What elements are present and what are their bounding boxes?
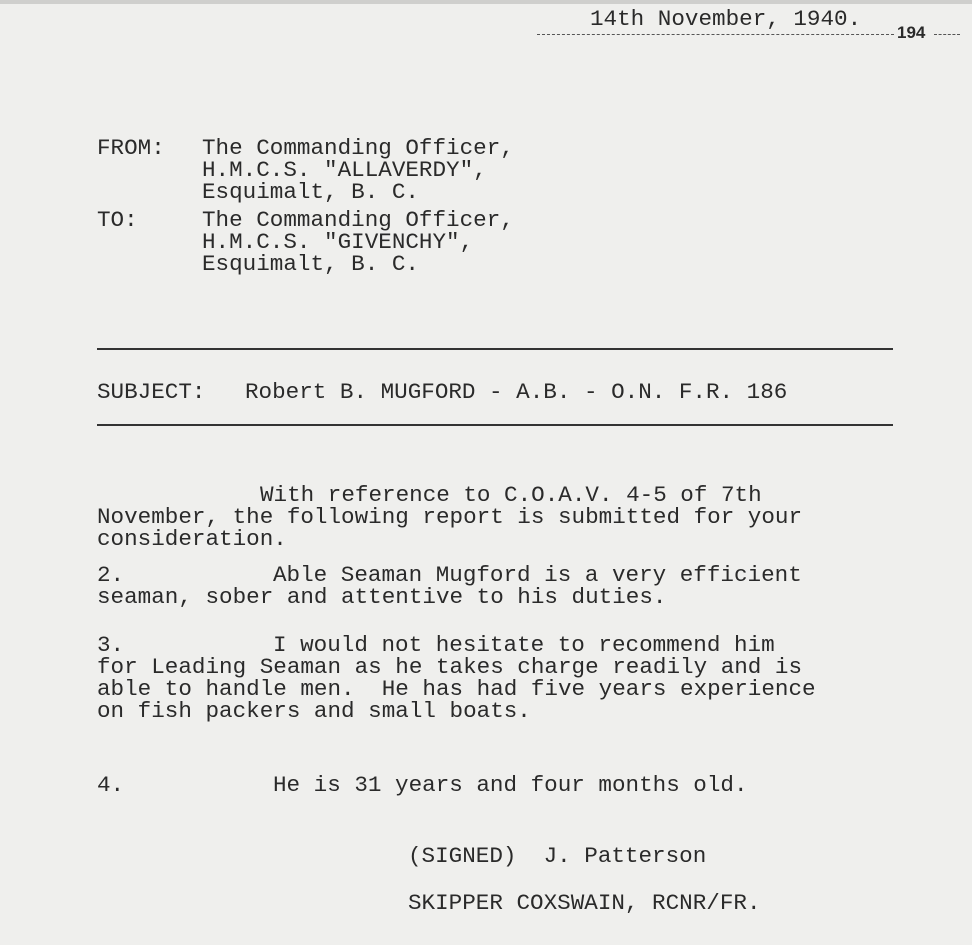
signature-line: (SIGNED) J. Patterson — [408, 843, 707, 869]
year-dotted-line — [934, 34, 960, 35]
from-line-3: Esquimalt, B. C. — [202, 179, 419, 205]
from-line-2: H.M.C.S. "ALLAVERDY", — [202, 157, 487, 183]
para-1-line-2: November, the following report is submitted for your — [97, 504, 803, 530]
to-line-1: The Commanding Officer, — [202, 207, 514, 233]
para-3-line-1: I would not hesitate to recommend him — [273, 632, 775, 658]
from-label: FROM: — [97, 135, 165, 161]
para-3-line-4: on fish packers and small boats. — [97, 698, 531, 724]
para-4-number: 4. — [97, 772, 125, 798]
signatory-title: SKIPPER COXSWAIN, RCNR/FR. — [408, 890, 761, 916]
para-1-line-3: consideration. — [97, 526, 287, 552]
para-1-line-1: With reference to C.O.A.V. 4-5 of 7th — [260, 482, 762, 508]
letter-date: 14th November, 1940. — [590, 6, 862, 32]
subject-label: SUBJECT: — [97, 379, 206, 405]
date-line — [537, 6, 926, 118]
to-line-3: Esquimalt, B. C. — [202, 251, 419, 277]
para-3-line-2: for Leading Seaman as he takes charge readily and is — [97, 654, 803, 680]
subject-top-rule — [97, 348, 893, 350]
subject-text: Robert B. MUGFORD - A.B. - O.N. F.R. 186 — [245, 379, 788, 405]
form-year-printed: 194 — [897, 23, 926, 42]
para-3-number: 3. — [97, 632, 125, 658]
para-2-line-2: seaman, sober and attentive to his duties. — [97, 584, 667, 610]
subject-bottom-rule — [97, 424, 893, 426]
para-2-number: 2. — [97, 562, 125, 588]
page-top-edge — [0, 0, 972, 4]
to-label: TO: — [97, 207, 138, 233]
date-dotted-line — [537, 34, 894, 35]
para-4-line-1: He is 31 years and four months old. — [273, 772, 748, 798]
para-3-line-3: able to handle men. He has had five years experience — [97, 676, 816, 702]
to-line-2: H.M.C.S. "GIVENCHY", — [202, 229, 474, 255]
para-2-line-1: Able Seaman Mugford is a very efficient — [273, 562, 802, 588]
from-line-1: The Commanding Officer, — [202, 135, 514, 161]
